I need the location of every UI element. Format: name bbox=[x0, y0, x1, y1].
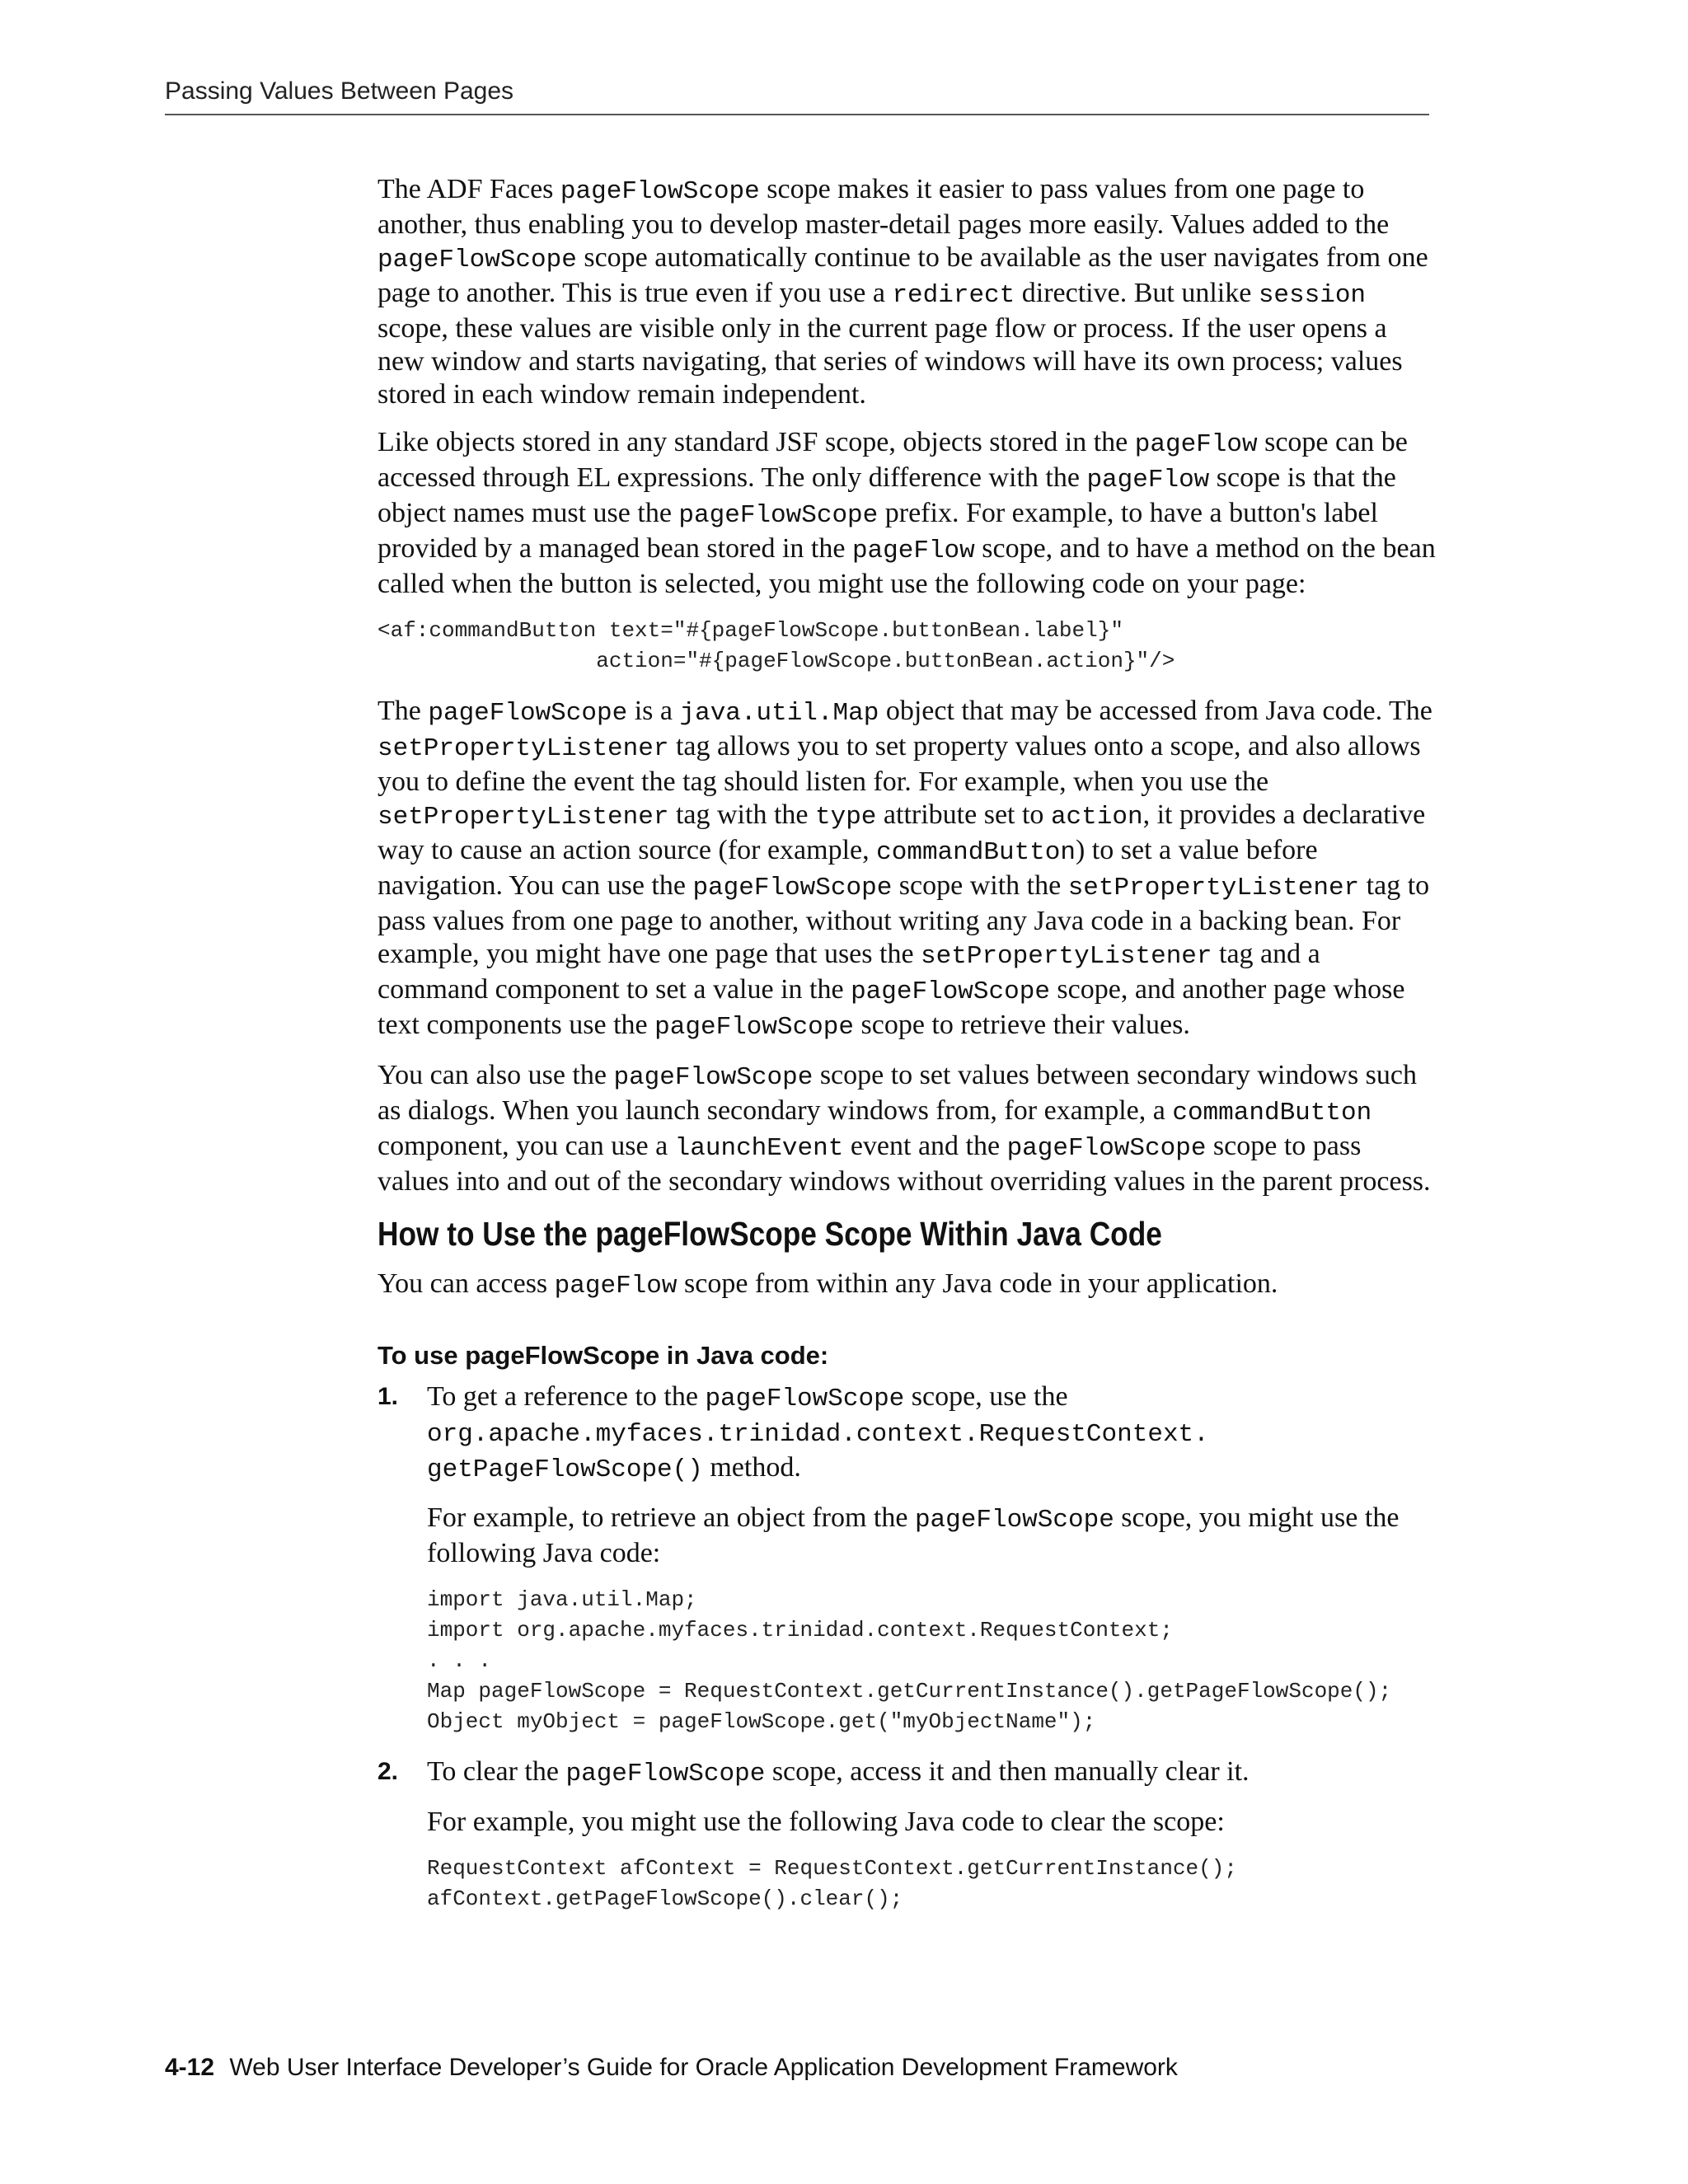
page-footer bbox=[165, 2052, 1178, 2083]
inline-code: pageFlow bbox=[1134, 430, 1258, 459]
paragraph-secondary-windows: You can also use the pageFlowScope scope to set values between secondary windows such as dialogs. When you launch secondary windows from, for example, a commandButton component, you can use a launchEvent event and the pageFlowScope scope to pass values into and out of the secondary windows without overriding values in the parent process. bbox=[377, 1060, 1431, 1197]
inline-code: setPropertyListener bbox=[377, 803, 669, 832]
inline-code: pageFlowScope bbox=[678, 501, 879, 530]
inline-code: setPropertyListener bbox=[377, 734, 669, 763]
inline-code: pageFlowScope bbox=[1006, 1134, 1207, 1163]
inline-code: action bbox=[1050, 803, 1143, 832]
inline-code: session bbox=[1258, 281, 1367, 310]
inline-code: pageFlowScope bbox=[914, 1506, 1114, 1535]
paragraph-java-util-map: The pageFlowScope is a java.util.Map object that may be accessed from Java code. The setPropertyListener tag allows you to set property values onto a scope, and also allows you to define the event the tag should listen for. For example, when you use the setPropertyListener tag with the type attribute set to action, it provides a declarative way to cause an action source (for example, commandButton) to set a value before navigation. You can use the pageFlowScope scope with the setPropertyListener tag to pass values from one page to another, without writing any Java code in a backing bean. For example, you might have one page that uses the setPropertyListener tag and a command component to set a value in the pageFlowScope scope, and another page whose text components use the pageFlowScope scope to retrieve their values. bbox=[377, 696, 1432, 1042]
inline-code: pageFlow bbox=[554, 1272, 678, 1301]
inline-code: pageFlow bbox=[851, 537, 975, 565]
running-header: Passing Values Between Pages bbox=[165, 77, 514, 105]
step-example-text: For example, to retrieve an object from the pageFlowScope scope, you might use the following Java code: bbox=[427, 1502, 1400, 1568]
book-title: Web User Interface Developer’s Guide for Oracle Application Development Framework bbox=[229, 2054, 1178, 2081]
code-block-retrieve-object: import java.util.Map; import org.apache.myfaces.trinidad.context.RequestContext; . . . Map pageFlowScope = RequestContext.getCurrentInstance().getPageFlowScope(); Object myObject = pageFlowScope.get("myObjectName"); bbox=[427, 1587, 1392, 1734]
procedure-step bbox=[377, 1755, 1437, 1915]
step-text: To get a reference to the pageFlowScope scope, use the org.apache.myfaces.trinidad.context.RequestContext. getPageFlowScope() method. bbox=[427, 1381, 1209, 1484]
inline-code: pageFlowScope bbox=[654, 1013, 854, 1042]
inline-code: pageFlowScope bbox=[560, 177, 760, 206]
inline-code: setPropertyListener bbox=[1067, 874, 1360, 902]
inline-code: pageFlowScope bbox=[705, 1385, 905, 1413]
inline-code: launchEvent bbox=[674, 1134, 844, 1163]
inline-code: pageFlowScope bbox=[692, 874, 893, 902]
code-block-clear-scope: RequestContext afContext = RequestContext.getCurrentInstance(); afContext.getPageFlowScope().clear(); bbox=[427, 1856, 1237, 1911]
inline-code: pageFlowScope bbox=[613, 1063, 814, 1092]
inline-code: pageFlowScope bbox=[377, 246, 577, 274]
inline-code: pageFlowScope bbox=[851, 977, 1050, 1006]
inline-code: pageFlow bbox=[1086, 466, 1210, 494]
header-rule bbox=[165, 114, 1429, 115]
section-heading: How to Use the pageFlowScope Scope Within Java Code bbox=[377, 1215, 1162, 1253]
paragraph-access-java: You can access pageFlow scope from within any Java code in your application. bbox=[377, 1268, 1278, 1301]
step-text: To clear the pageFlowScope scope, access it and then manually clear it. bbox=[427, 1756, 1250, 1788]
inline-code: pageFlowScope bbox=[428, 699, 628, 728]
inline-code: redirect bbox=[892, 281, 1015, 310]
inline-code: commandButton bbox=[876, 838, 1076, 867]
inline-code: org.apache.myfaces.trinidad.context.RequestContext. getPageFlowScope() bbox=[427, 1420, 1209, 1484]
procedure-title: To use pageFlowScope in Java code: bbox=[377, 1341, 829, 1370]
page-number: 4-12 bbox=[165, 2054, 215, 2081]
step-number: 1. bbox=[377, 1383, 399, 1410]
step-number: 2. bbox=[377, 1758, 399, 1785]
paragraph-intro: The ADF Faces pageFlowScope scope makes it easier to pass values from one page to another, thus enabling you to develop master-detail pages more easily. Values added to the pageFlowScope scope automatically continue to be available as the user navigates from one page to another. This is true even if you use a redirect directive. But unlike session scope, these values are visible only in the current page flow or process. If the user opens a new window and starts navigating, that series of windows will have its own process; values stored in each window remain independent. bbox=[377, 174, 1428, 410]
page-content bbox=[377, 173, 1437, 1933]
paragraph-el-expressions: Like objects stored in any standard JSF scope, objects stored in the pageFlow scope can be accessed through EL expressions. The only difference with the pageFlow scope is that the object names must use the pageFlowScope prefix. For example, to have a button's label provided by a managed bean stored in the pageFlow scope, and to have a method on the bean called when the button is selected, you might use the following code on your page: bbox=[377, 427, 1436, 599]
inline-code: pageFlowScope bbox=[565, 1760, 766, 1788]
step-example-text: For example, you might use the following Java code to clear the scope: bbox=[427, 1807, 1225, 1837]
inline-code: java.util.Map bbox=[679, 699, 879, 728]
inline-code: commandButton bbox=[1172, 1099, 1372, 1127]
code-block-command-button: <af:commandButton text="#{pageFlowScope.buttonBean.label}" action="#{pageFlowScope.buttonBean.action}"/> bbox=[377, 618, 1175, 673]
procedure-step bbox=[377, 1380, 1437, 1737]
inline-code: type bbox=[815, 803, 877, 832]
inline-code: setPropertyListener bbox=[921, 942, 1212, 971]
